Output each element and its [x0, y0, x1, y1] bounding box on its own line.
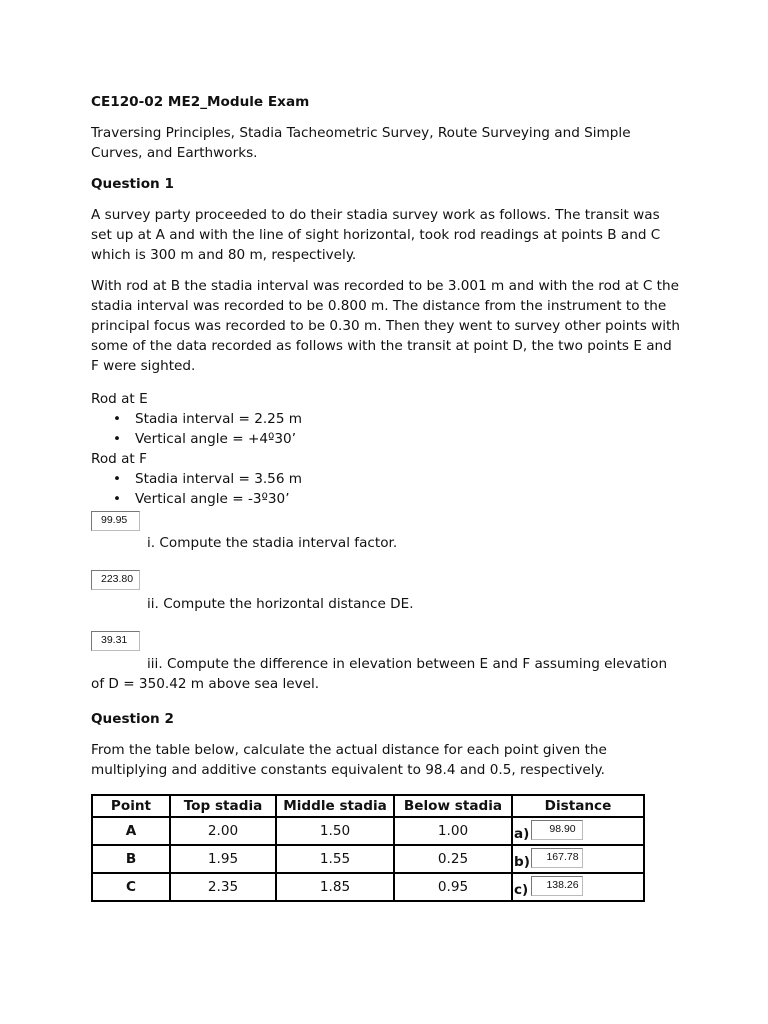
answer-box-part-ii[interactable]: 223.80	[91, 570, 140, 590]
cell-below-stadia: 0.25	[394, 845, 512, 873]
distance-answer-box[interactable]: 138.26	[531, 876, 583, 896]
part-iii-text-content: iii. Compute the difference in elevation between E and F assuming elevation of D = 350.42 m above sea level.	[91, 656, 668, 692]
cell-below-stadia: 1.00	[394, 817, 512, 845]
question-2-paragraph: From the table below, calculate the actual distance for each point given the multiplying and additive constants equivalent to 98.4 and 0.5, respectively.	[91, 742, 607, 778]
distance-answer-box[interactable]: 167.78	[531, 848, 583, 868]
part-iii	[91, 631, 681, 694]
cell-below-stadia: 0.95	[394, 873, 512, 901]
cell-distance	[512, 817, 644, 845]
table-row	[92, 873, 644, 901]
exam-page	[91, 92, 681, 902]
question-1-paragraph-2: With rod at B the stadia interval was recorded to be 3.001 m and with the rod at C the stadia interval was recorded to be 0.800 m. The distance from the instrument to the principal focus was recorded to be 0.30 m. Then they went to survey other points with some of the data recorded as follows with the transit at point D, the two points E and F were sighted.	[91, 278, 680, 374]
part-i-text: i. Compute the stadia interval factor.	[147, 535, 398, 551]
distance-answer-box[interactable]: 98.90	[531, 820, 583, 840]
cell-point: B	[92, 845, 170, 873]
exam-title: CE120-02 ME2_Module Exam	[91, 94, 310, 110]
part-i	[91, 511, 681, 553]
answer-box-part-iii[interactable]: 39.31	[91, 631, 140, 651]
cell-distance	[512, 873, 644, 901]
part-ii-text: ii. Compute the horizontal distance DE.	[147, 596, 414, 612]
cell-middle-stadia: 1.50	[276, 817, 394, 845]
cell-top-stadia: 2.35	[170, 873, 276, 901]
header-point: Point	[92, 795, 170, 817]
exam-subtitle: Traversing Principles, Stadia Tacheometric Survey, Route Surveying and Simple Curves, and Earthworks.	[91, 125, 631, 161]
header-below-stadia: Below stadia	[394, 795, 512, 817]
rod-e-stadia-interval: • Stadia interval = 2.25 m	[135, 409, 681, 429]
cell-point: A	[92, 817, 170, 845]
distance-label: b)	[514, 854, 530, 870]
rod-f-list	[91, 469, 681, 509]
rod-f-vertical-angle: • Vertical angle = -3º30’	[135, 489, 681, 509]
header-middle-stadia: Middle stadia	[276, 795, 394, 817]
cell-point: C	[92, 873, 170, 901]
table-row	[92, 845, 644, 873]
table-header-row	[92, 795, 644, 817]
rod-e-vertical-angle: • Vertical angle = +4º30’	[135, 429, 681, 449]
question-1-paragraph-1: A survey party proceeded to do their stadia survey work as follows. The transit was set up at A and with the line of sight horizontal, took rod readings at points B and C which is 300 m and 80 m, respectively.	[91, 207, 661, 263]
rod-f-label: Rod at F	[91, 451, 147, 467]
rod-f-stadia-interval: • Stadia interval = 3.56 m	[135, 469, 681, 489]
cell-top-stadia: 1.95	[170, 845, 276, 873]
question-2-heading: Question 2	[91, 711, 174, 727]
stadia-table	[91, 794, 645, 902]
table-row	[92, 817, 644, 845]
distance-label: c)	[514, 882, 529, 898]
cell-middle-stadia: 1.85	[276, 873, 394, 901]
header-top-stadia: Top stadia	[170, 795, 276, 817]
cell-top-stadia: 2.00	[170, 817, 276, 845]
distance-label: a)	[514, 826, 530, 842]
cell-distance	[512, 845, 644, 873]
question-1-heading: Question 1	[91, 176, 174, 192]
part-ii	[91, 570, 681, 614]
answer-box-part-i[interactable]: 99.95	[91, 511, 140, 531]
header-distance: Distance	[512, 795, 644, 817]
cell-middle-stadia: 1.55	[276, 845, 394, 873]
rod-e-list	[91, 409, 681, 449]
rod-e-label: Rod at E	[91, 391, 148, 407]
part-iii-text	[91, 654, 681, 694]
